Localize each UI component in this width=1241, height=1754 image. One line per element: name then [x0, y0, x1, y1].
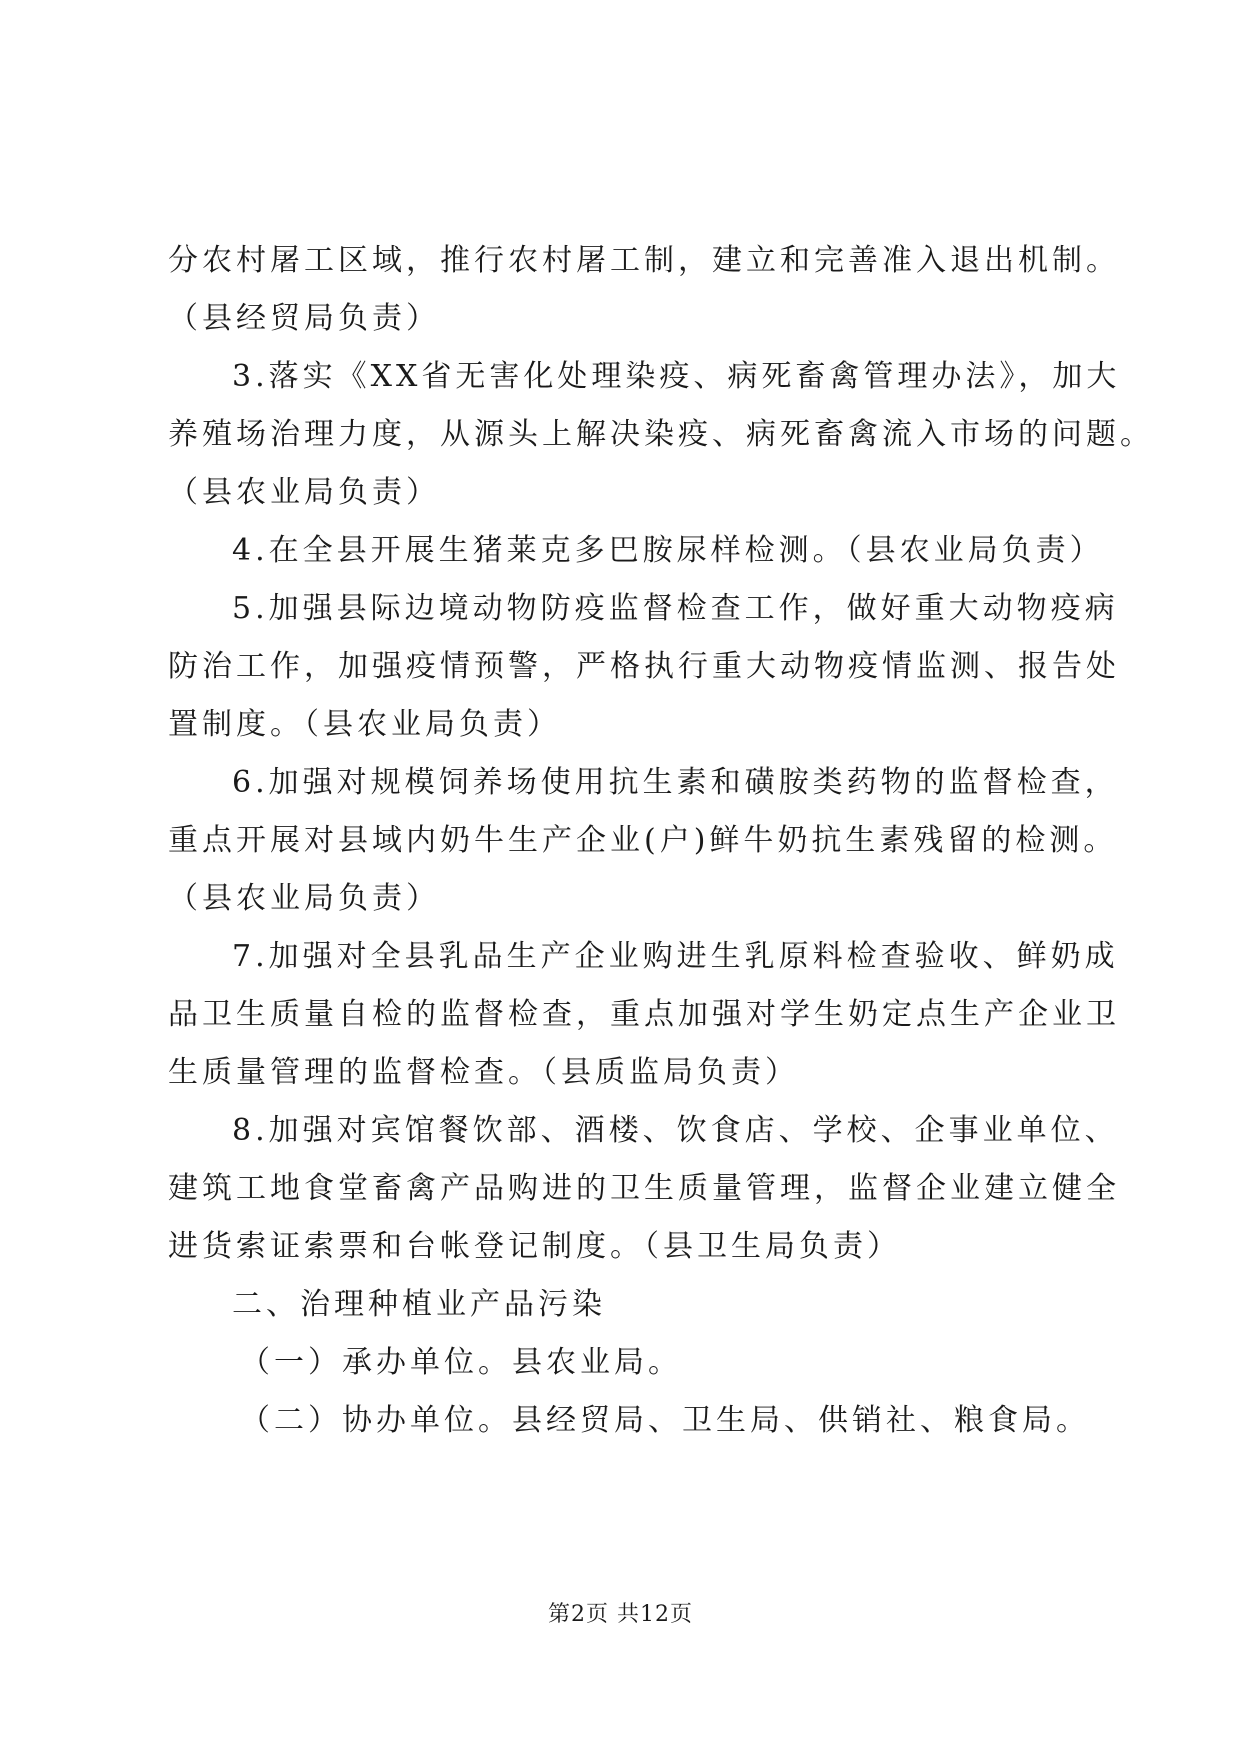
paragraph-line: 5.加强县际边境动物防疫监督检查工作，做好重大动物疫病	[232, 591, 1119, 626]
paragraph-line: 品卫生质量自检的监督检查，重点加强对学生奶定点生产企业卫	[168, 997, 1120, 1032]
document-body	[168, 232, 1154, 1450]
paragraph-line: （一）承办单位。县农业局。	[240, 1345, 682, 1380]
page-number-footer: 第2页 共12页	[548, 1602, 693, 1627]
paragraph-line: 生质量管理的监督检查。（县质监局负责）	[168, 1055, 799, 1090]
paragraph-line: 8.加强对宾馆餐饮部、酒楼、饮食店、学校、企事业单位、	[232, 1113, 1119, 1148]
paragraph-line: 防治工作，加强疫情预警，严格执行重大动物疫情监测、报告处	[168, 649, 1120, 684]
paragraph-line: （县农业局负责）	[168, 475, 440, 510]
paragraph-line: 建筑工地食堂畜禽产品购进的卫生质量管理，监督企业建立健全	[168, 1171, 1120, 1206]
paragraph-line: 置制度。（县农业局负责）	[168, 707, 561, 742]
paragraph-line: （县农业局负责）	[168, 881, 440, 916]
paragraph-line: 3.落实《XX省无害化处理染疫、病死畜禽管理办法》，加大	[232, 359, 1121, 394]
paragraph-line: 6.加强对规模饲养场使用抗生素和磺胺类药物的监督检查，	[232, 765, 1119, 800]
paragraph-line: （二）协办单位。县经贸局、卫生局、供销社、粮食局。	[240, 1403, 1090, 1438]
paragraph-line: （县经贸局负责）	[168, 301, 440, 336]
paragraph-line: 分农村屠工区域，推行农村屠工制，建立和完善准入退出机制。	[168, 243, 1120, 278]
paragraph-line: 4.在全县开展生猪莱克多巴胺尿样检测。（县农业局负责）	[232, 533, 1104, 568]
section-heading: 二、治理种植业产品污染	[232, 1287, 606, 1322]
paragraph-line: 进货索证索票和台帐登记制度。（县卫生局负责）	[168, 1229, 901, 1264]
paragraph-line: 重点开展对县域内奶牛生产企业(户)鲜牛奶抗生素残留的检测。	[168, 823, 1118, 858]
paragraph-line: 7.加强对全县乳品生产企业购进生乳原料检查验收、鲜奶成	[232, 939, 1119, 974]
paragraph-line: 养殖场治理力度，从源头上解决染疫、病死畜禽流入市场的问题。	[168, 417, 1154, 452]
